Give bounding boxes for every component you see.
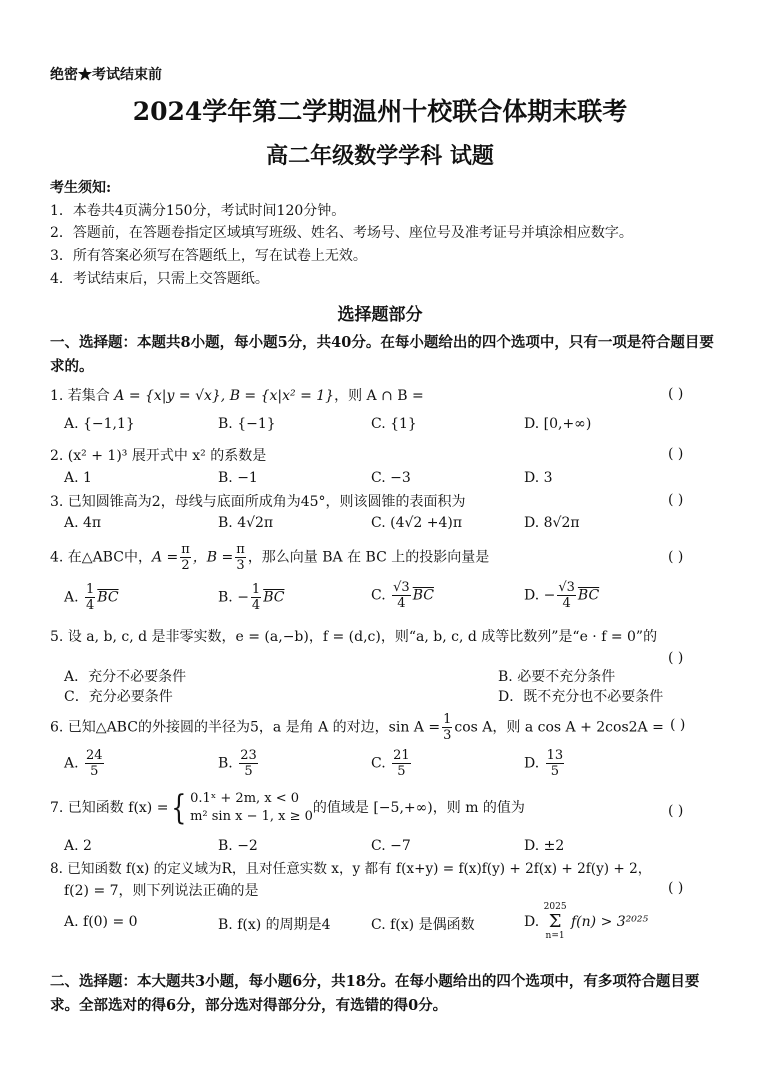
- q5-option-d: D．既不充分也不必要条件: [498, 689, 664, 705]
- q6-option-c: C. $\frac{21}{5}$: [371, 748, 410, 779]
- notice-item: 1．本卷共4页满分150分，考试时间120分钟。: [50, 203, 346, 219]
- answer-paren: ( ): [670, 717, 686, 733]
- q2-option-d: D. 3: [524, 470, 553, 486]
- q1-option-b: B. {−1}: [218, 416, 276, 432]
- question-3: 3. 已知圆锥高为2，母线与底面所成角为45°，则该圆锥的表面积为: [50, 494, 466, 510]
- q5-option-b: B. 必要不充分条件: [498, 669, 616, 685]
- question-8: 8. 已知函数 f(x) 的定义域为R，且对任意实数 x，y 都有 f(x+y) = f(x)f(y) + 2f(x) + 2f(y) + 2，: [50, 861, 652, 877]
- q2-option-c: C. −3: [371, 470, 411, 486]
- question-2: 2. (x² + 1)³ 展开式中 x² 的系数是: [50, 448, 267, 464]
- q4-option-a: A. $\frac{1}{4}$ $\overline{BC}$: [64, 582, 119, 613]
- q6-option-a: A. $\frac{24}{5}$: [64, 748, 103, 779]
- q7-option-b: B. −2: [218, 838, 258, 854]
- q1-option-a: A. {−1,1}: [64, 416, 135, 432]
- notice-item: 2．答题前，在答题卷指定区域填写班级、姓名、考场号、座位号及准考证号并填涂相应数字。: [50, 225, 633, 241]
- answer-paren: ( ): [668, 446, 684, 462]
- answer-paren: ( ): [668, 650, 684, 666]
- q1-option-c: C. {1}: [371, 416, 417, 432]
- q3-option-d: D. 8√2π: [524, 515, 580, 531]
- q4-option-d: D. − $\frac{√3}{4}$ $\overline{BC}$: [524, 580, 600, 611]
- q1-option-d: D. [0,+∞): [524, 416, 592, 432]
- q6-option-d: D. $\frac{13}{5}$: [524, 748, 564, 779]
- answer-paren: ( ): [668, 549, 684, 565]
- q5-option-a: A．充分不必要条件: [64, 669, 187, 685]
- q4-option-c: C. $\frac{√3}{4}$ $\overline{BC}$: [371, 580, 434, 611]
- q8-option-b: B. f(x) 的周期是4: [218, 917, 331, 933]
- q2-option-b: B. −1: [218, 470, 258, 486]
- exam-title: 2024学年第二学期温州十校联合体期末联考: [132, 97, 628, 126]
- confidential-label: 绝密★考试结束前: [50, 67, 162, 83]
- part2-header: 二、选择题：本大题共3小题，每小题6分，共18分。在每小题给出的四个选项中，有多项符合题目要求。全部选对的得6分，部分选对得部分分，有选错的得0分。: [50, 973, 700, 1014]
- notice-item: 3．所有答案必须写在答题纸上，写在试卷上无效。: [50, 248, 367, 264]
- q2-option-a: A. 1: [64, 470, 92, 486]
- part1-header: 一、选择题：本题共8小题，每小题5分，共40分。在每小题给出的四个选项中，只有一项是符合题目要求的。: [50, 334, 714, 375]
- answer-paren: ( ): [668, 492, 684, 508]
- question-4: 4. 在△ABC中，A = $\frac{\pi}{2}$ ，B = $\frac{\pi}{3}$ ，那么向量 BA 在 BC 上的投影向量是: [50, 542, 490, 573]
- q7-option-c: C. −7: [371, 838, 411, 854]
- question-6: 6. 已知△ABC的外接圆的半径为5，a 是角 A 的对边，sin A = $\frac{1}{3}$ cos A，则 a cos A + 2cos2A =: [50, 712, 664, 743]
- section-title: 选择题部分: [337, 305, 423, 325]
- q6-option-b: B. $\frac{23}{5}$: [218, 748, 257, 779]
- question-8-line2: f(2) = 7，则下列说法正确的是: [64, 883, 259, 899]
- notice-heading: 考生须知:: [50, 180, 112, 196]
- exam-subtitle: 高二年级数学学科 试题: [266, 143, 494, 169]
- answer-paren: ( ): [668, 803, 684, 819]
- answer-paren: ( ): [668, 386, 684, 402]
- q3-option-c: C. (4√2 +4)π: [371, 515, 463, 531]
- q4-option-b: B. − $\frac{1}{4}$ $\overline{BC}$: [218, 582, 285, 613]
- question-5: 5. 设 a, b, c, d 是非零实数，e = (a,−b)，f = (d,c)，则“a, b, c, d 成等比数列”是“e · f = 0”的: [50, 629, 658, 645]
- q7-option-a: A. 2: [64, 838, 92, 854]
- q3-option-a: A. 4π: [64, 515, 102, 531]
- q7-option-d: D. ±2: [524, 838, 565, 854]
- question-7: 7. 已知函数 f(x) ={ 0.1ˣ + 2m, x < 0 m² sin x − 1, x ≥ 0 的值域是 [−5,+∞)，则 m 的值为: [50, 788, 525, 828]
- question-1: 1. 若集合 A = {x|y = √x}, B = {x|x² = 1}，则 A ∩ B =: [50, 388, 424, 404]
- q8-option-c: C. f(x) 是偶函数: [371, 917, 475, 933]
- q3-option-b: B. 4√2π: [218, 515, 274, 531]
- q8-option-d: D. 2025 Σ n=1 f(n) > 3²⁰²⁵: [524, 902, 649, 941]
- q5-option-c: C．充分必要条件: [64, 689, 173, 705]
- answer-paren: ( ): [668, 880, 684, 896]
- q8-option-a: A. f(0) = 0: [64, 914, 138, 930]
- notice-item: 4．考试结束后，只需上交答题纸。: [50, 271, 269, 287]
